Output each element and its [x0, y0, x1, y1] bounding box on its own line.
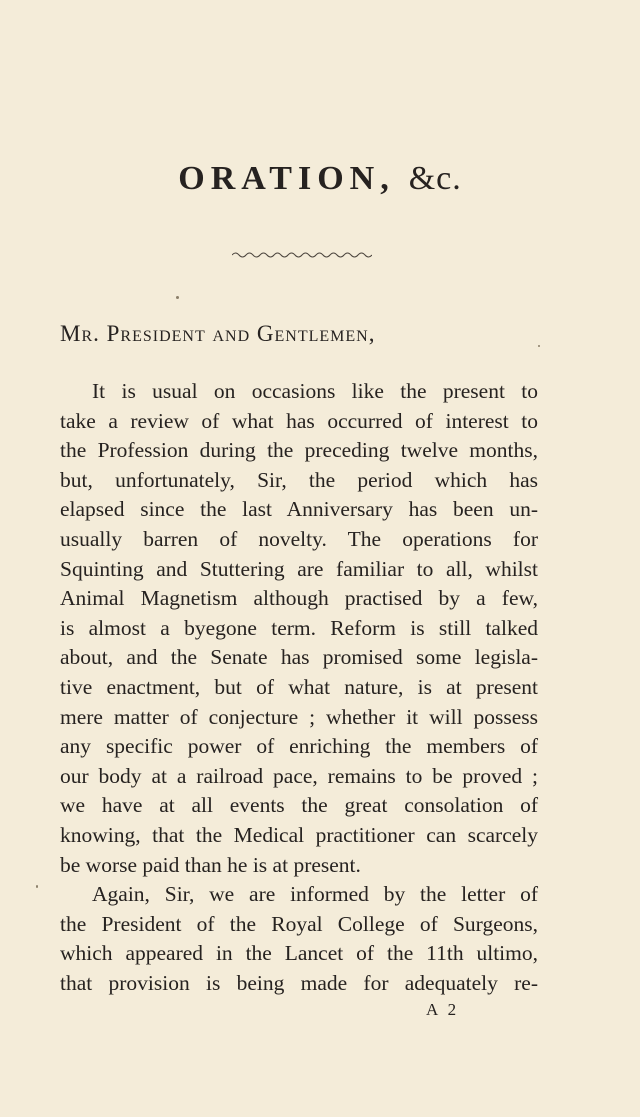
- text-line: be worse paid than he is at present.: [60, 852, 361, 877]
- paper-speck: [176, 296, 179, 299]
- title-etc: &c.: [408, 160, 462, 197]
- text-line: which appeared in the Lancet of the 11th ultimo,: [60, 941, 538, 966]
- text-line: but, unfortunately, Sir, the period which has: [60, 467, 538, 492]
- text-line: the President of the Royal College of Surgeons,: [60, 911, 538, 936]
- text-line: tive enactment, but of what nature, is at present: [60, 674, 538, 699]
- oration-body: [60, 377, 538, 998]
- text-line: knowing, that the Medical practitioner can scarcely: [60, 822, 538, 847]
- text-line: our body at a railroad pace, remains to be proved ;: [60, 763, 538, 788]
- text-line: take a review of what has occurred of interest to: [60, 408, 538, 433]
- text-line: the Profession during the preceding twelve months,: [60, 438, 538, 463]
- text-line: Squinting and Stuttering are familiar to all, whilst: [60, 556, 538, 581]
- salutation: Mr. President and Gentlemen,: [60, 321, 376, 346]
- text-line: we have at all events the great consolation of: [60, 793, 538, 818]
- text-line: Again, Sir, we are informed by the letter of: [92, 882, 538, 907]
- text-line: It is usual on occasions like the present to: [92, 379, 538, 403]
- text-line: usually barren of novelty. The operations for: [60, 526, 538, 551]
- text-line: about, and the Senate has promised some legisla-: [60, 645, 538, 670]
- text-line: that provision is being made for adequately re-: [60, 970, 538, 995]
- text-line: mere matter of conjecture ; whether it will possess: [60, 704, 538, 729]
- signature-mark: A 2: [426, 1000, 460, 1019]
- title-main: ORATION,: [178, 160, 395, 197]
- text-line: is almost a byegone term. Reform is still talked: [60, 615, 538, 640]
- text-line: Animal Magnetism although practised by a few,: [60, 586, 538, 611]
- text-line: any specific power of enriching the members of: [60, 734, 538, 759]
- paragraph-2: [60, 880, 538, 998]
- page-title: [0, 160, 640, 198]
- paper-speck: [36, 885, 38, 888]
- text-line: elapsed since the last Anniversary has been un-: [60, 497, 538, 522]
- paragraph-1: [60, 377, 538, 880]
- wavy-rule-ornament: [232, 250, 372, 260]
- paper-speck: [538, 345, 540, 347]
